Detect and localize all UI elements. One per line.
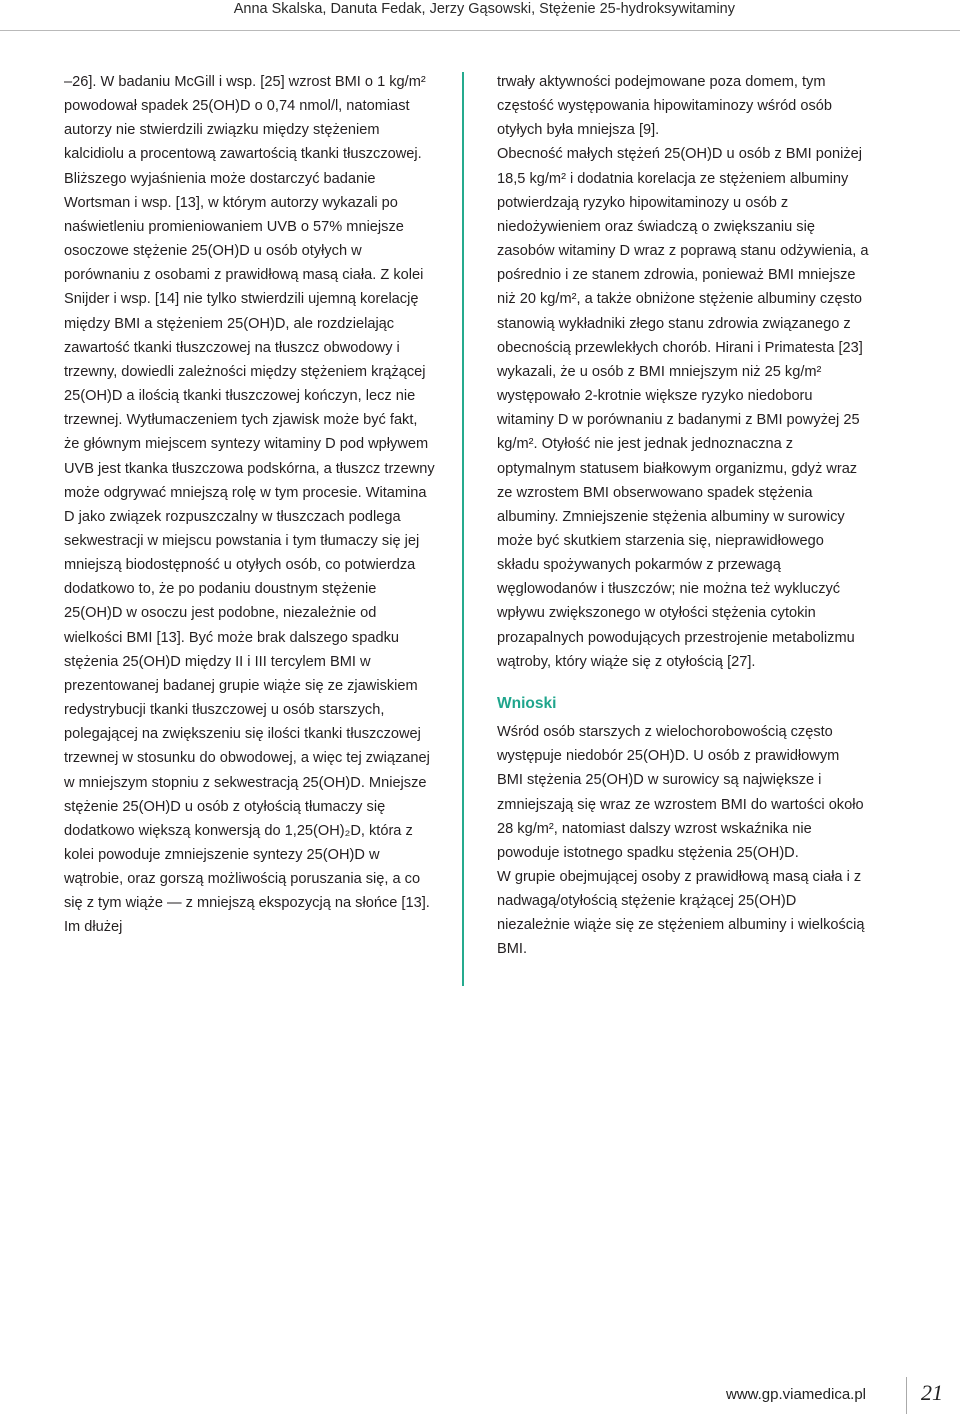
body-paragraph: Obecność małych stężeń 25(OH)D u osób z BMI poniżej 18,5 kg/m² i dodatnia korelacja ze stężeniem albuminy potwierdzają ryzyko hipowitaminozy u osób z niedożywieniem oraz świadczą o zwiększaniu się zasobów witaminy D wraz z poprawą stanu odżywienia, a pośrednio i ze stanem zdrowia, ponieważ BMI mniejsze niż 20 kg/m², a także obniżone stężenie albuminy często stanowią wykładniki złego stanu zdrowia związanego z obecnością przewlekłych chorób. Hirani i Primatesta [23] wykazali, że u osób z BMI mniejszym niż 25 kg/m² występowało 2-krotnie większe ryzyko niedoboru witaminy D w porównaniu z badanymi z BMI powyżej 25 kg/m². Otyłość nie jest jednak jednoznaczna z optymalnym statusem białkowym organizmu, gdyż wraz ze wzrostem BMI obserwowano spadek stężenia albuminy. Zmniejszenie stężenia albuminy w surowicy może być skutkiem starzenia się, nieprawidłowego składu spożywanych pokarmów z przewagą węglowodanów i tłuszczów; nie można też wykluczyć wpływu zwiększonego w otyłości stężenia cytokin prozapalnych powodujących przestrojenie metabolizmu wątroby, który wiąże się z otyłością [27]. [497,146,869,670]
footer-url: www.gp.viamedica.pl [725,1386,866,1403]
body-paragraph: trwały aktywności podejmowane poza domem, tym częstość występowania hipowitaminozy wśród osób otyłych była mniejsza [9]. [497,74,833,139]
footer-divider [906,1377,907,1414]
body-paragraph: –26]. W badaniu McGill i wsp. [25] wzrost BMI o 1 kg/m² powodował spadek 25(OH)D o 0,74 nmol/l, natomiast autorzy nie stwierdzili związku między stężeniem kalcidiolu a procentową zawartością tkanki tłuszczowej. Bliższego wyjaśnienia może dostarczyć badanie Wortsman i wsp. [13], w którym autorzy wykazali po naświetleniu promieniowaniem UVB o 57% mniejsze osoczowe stężenie 25(OH)D u osób otyłych w porównaniu z osobami z prawidłową masą ciała. Z kolei Snijder i wsp. [14] nie tylko stwierdzili ujemną korelację między BMI a stężeniem 25(OH)D, ale rozdzielając zawartość tkanki tłuszczowej na tłuszcz obwodowy i trzewny, dowiedli zależności między stężeniem krążącej 25(OH)D a ilością tkanki tłuszczowej kończyn, lecz nie trzewnej. Wytłumaczeniem tych zjawisk może być fakt, że głównym miejscem syntezy witaminy D pod wpływem UVB jest tkanka tłuszczowa podskórna, a tłuszcz trzewny może odgrywać mniejszą rolę w tym procesie. Witamina D jako związek rozpuszczalny w tłuszczach podlega sekwestracji w miejscu powstania i tym tłumaczy się jej mniejszą biodostępność u otyłych osób, co potwierdza dodatkowo to, że po podaniu doustnym stężenie 25(OH)D w osoczu jest podobne, niezależnie od wielkości BMI [13]. Być może brak dalszego spadku stężenia 25(OH)D między II i III tercylem BMI w prezentowanej badanej grupie wiąże się ze zjawiskiem redystrybucji tkanki tłuszczowej u osób starszych, polegającej na zwiększeniu się ilości tkanki tłuszczowej trzewnej w stosunku do obwodowej, a więc tej związanej w mniejszym stopniu z sekwestracją 25(OH)D. Mniejsze stężenie 25(OH)D u osób z otyłością tłumaczy się dodatkowo większą konwersją do 1,25(OH)₂D, która z kolei powoduje zmniejszenie syntezy 25(OH)D w wątrobie, oraz gorszą możliwością poruszania się, a co się z tym wiąże — z mniejszą ekspozycją na słońce [13]. Im dłużej [64,74,435,936]
running-title: Anna Skalska, Danuta Fedak, Jerzy Gąsowski, Stężenie 25-hydroksywitaminy [233,1,735,17]
section-heading-conclusions: Wnioski [497,694,557,712]
page-number: 21 [921,1380,943,1405]
column-divider [462,72,464,986]
right-column [497,70,869,962]
left-column [64,70,436,940]
conclusion-paragraph: W grupie obejmującej osoby z prawidłową masą ciała i z nadwagą/otyłością stężenie krążącej 25(OH)D niezależnie wiąże się ze stężeniem albuminy i wielkością BMI. [497,869,865,958]
running-header [0,0,960,31]
conclusion-paragraph: Wśród osób starszych z wielochorobowością często występuje niedobór 25(OH)D. U osób z prawidłowym BMI stężenia 25(OH)D w surowicy są największe i zmniejszają się wraz ze wzrostem BMI do wartości około 28 kg/m², natomiast dalszy wzrost wskaźnika nie powoduje istotnego spadku stężenia 25(OH)D. [497,724,864,861]
